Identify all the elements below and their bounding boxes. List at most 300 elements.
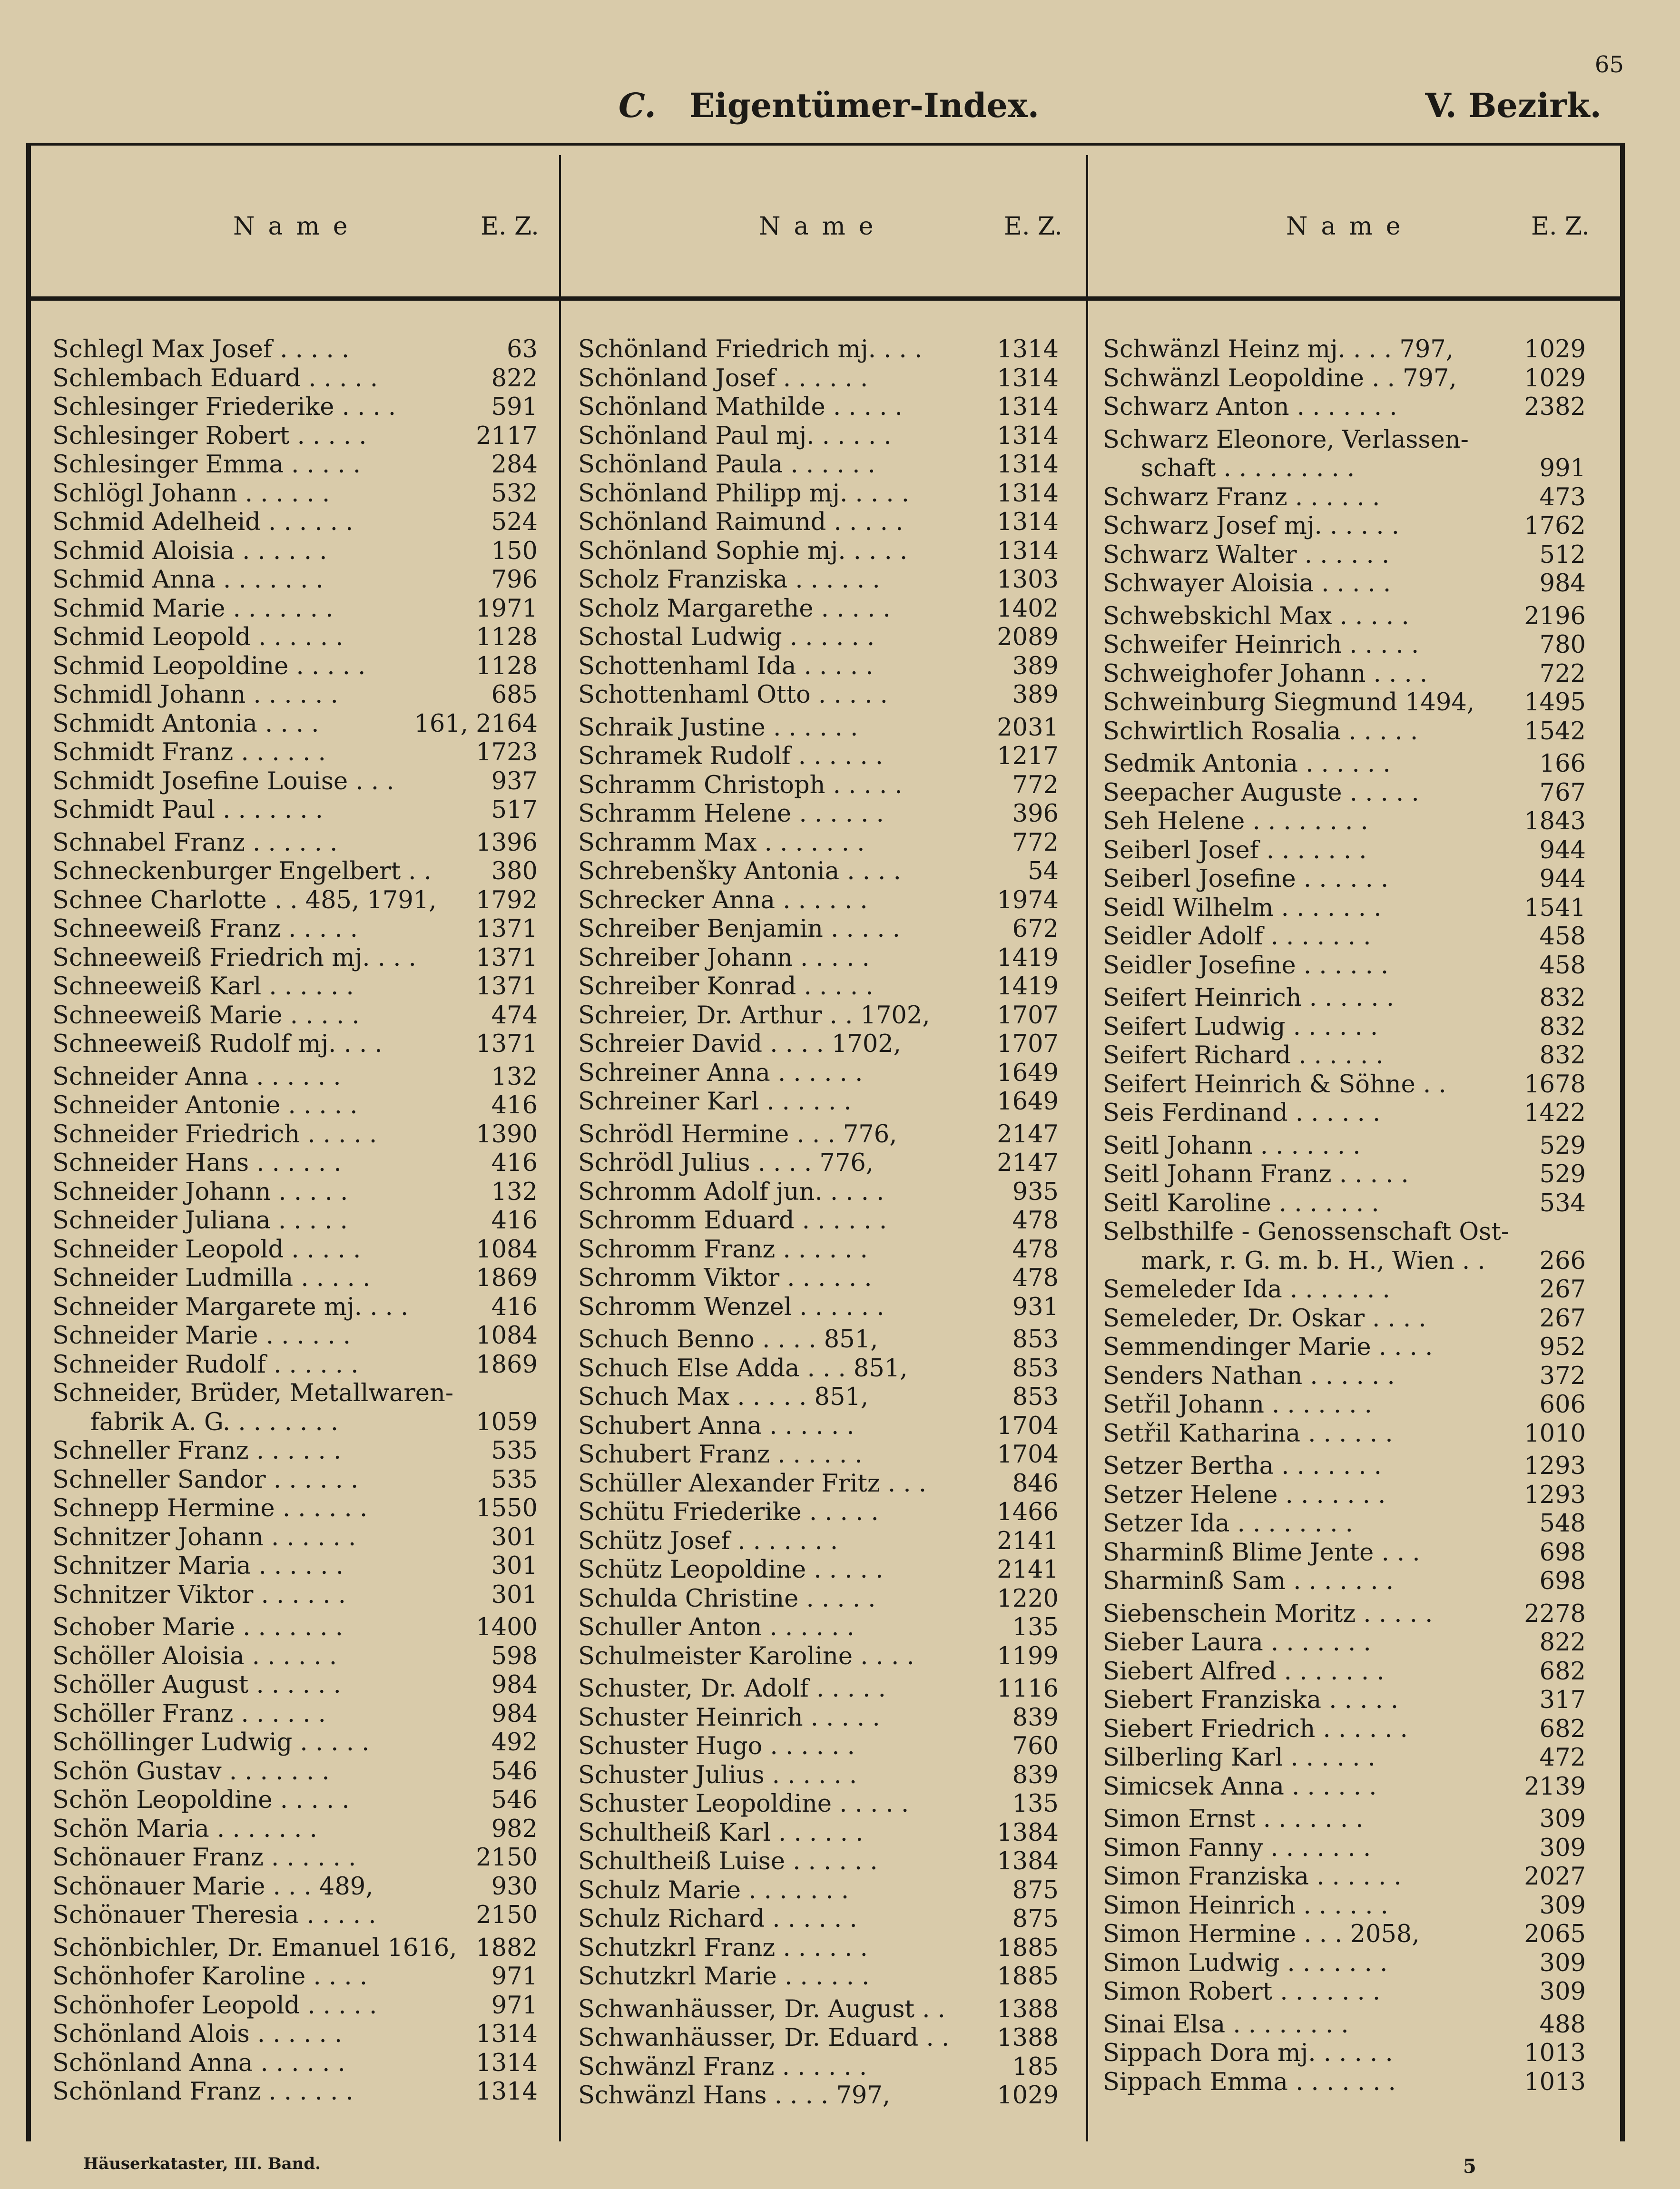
index-entry (52, 1642, 538, 1671)
entry-ez: 416 (491, 1149, 538, 1177)
index-entry (52, 1873, 538, 1902)
entry-ez: 2141 (997, 1556, 1059, 1584)
entry-ez: 301 (491, 1523, 538, 1551)
entry-name: Schmidl Johann . . . . . . (52, 681, 338, 709)
index-entry (1103, 865, 1586, 894)
index-entry (1103, 1160, 1586, 1189)
entry-name: Schönland Raimund . . . . . (578, 508, 904, 536)
index-entry (1103, 836, 1586, 865)
entry-name: Setřil Johann . . . . . . . (1103, 1391, 1372, 1419)
entry-ez: 63 (507, 335, 538, 363)
entry-name: Seis Ferdinand . . . . . . (1103, 1099, 1381, 1127)
index-entry (52, 1757, 538, 1787)
entry-ez: 389 (1012, 681, 1059, 709)
entry-ez: 309 (1539, 1949, 1586, 1977)
entry-name: Schuch Max . . . . . 851, (578, 1383, 869, 1411)
entry-name: Schromm Eduard . . . . . . (578, 1207, 887, 1235)
entry-ez: 822 (491, 364, 538, 393)
index-entry (1103, 1805, 1586, 1834)
entry-ez: 1371 (476, 1030, 538, 1058)
index-entry (52, 710, 538, 739)
entry-ez: 1388 (997, 2024, 1059, 2052)
entry-name: Schneeweiß Karl . . . . . . (52, 972, 354, 1001)
entry-ez: 1217 (997, 742, 1059, 770)
entry-ez: 1843 (1524, 807, 1586, 835)
entry-name: Seh Helene . . . . . . . . (1103, 807, 1368, 835)
entry-ez: 1704 (997, 1412, 1059, 1440)
index-entry (52, 566, 538, 595)
entry-name: Schuster, Dr. Adolf . . . . . (578, 1675, 886, 1703)
index-entry (52, 2020, 538, 2049)
index-entry (1103, 1715, 1586, 1744)
entry-name: Schreiber Johann . . . . . (578, 943, 870, 972)
index-entry (578, 480, 1059, 509)
entry-ez: 971 (491, 1991, 538, 2020)
index-entry (578, 1236, 1059, 1265)
index-entry (52, 2078, 538, 2107)
index-entry (1103, 1099, 1586, 1128)
entry-name: Schulz Marie . . . . . . . (578, 1876, 849, 1904)
entry-ez: 1384 (997, 1847, 1059, 1875)
entry-name: Schön Gustav . . . . . . . (52, 1757, 330, 1786)
index-entry (1103, 779, 1586, 808)
entry-name: Schwarz Anton . . . . . . . (1103, 393, 1397, 421)
index-entry (52, 1700, 538, 1729)
entry-name: Schultheiß Luise . . . . . . (578, 1847, 878, 1875)
entry-ez: 1128 (476, 652, 538, 680)
index-entry (578, 1355, 1059, 1384)
index-entry (578, 1704, 1059, 1733)
entry-ez: 944 (1539, 836, 1586, 864)
entry-ez: 2150 (476, 1901, 538, 1929)
index-entry (52, 451, 538, 480)
index-entry (578, 1790, 1059, 1819)
entry-name: Schostal Ludwig . . . . . . (578, 623, 875, 651)
entry-name: Simon Ernst . . . . . . . (1103, 1805, 1364, 1833)
entry-ez: 832 (1539, 1012, 1586, 1041)
entry-name: Setřil Katharina . . . . . . (1103, 1419, 1393, 1448)
index-entry (52, 1552, 538, 1581)
entry-ez: 416 (491, 1091, 538, 1119)
index-entry (1103, 1834, 1586, 1863)
entry-ez: 875 (1012, 1905, 1059, 1933)
entry-ez: 682 (1539, 1715, 1586, 1743)
index-entry (1103, 1892, 1586, 1921)
index-entry (578, 1642, 1059, 1671)
entry-ez: 1762 (1524, 512, 1586, 540)
index-entry (578, 2024, 1059, 2053)
entry-ez: 1314 (997, 364, 1059, 393)
entry-ez: 1384 (997, 1818, 1059, 1847)
entry-ez: 935 (1012, 1178, 1059, 1206)
index-entry (52, 1149, 538, 1178)
entry-ez: 1314 (997, 451, 1059, 479)
index-entry (1103, 1773, 1586, 1802)
entry-name: Schwänzl Hans . . . . 797, (578, 2081, 891, 2110)
entry-name: Schönland Alois . . . . . . (52, 2020, 343, 2048)
entry-ez: 309 (1539, 1891, 1586, 1920)
index-entry (52, 2049, 538, 2078)
entry-name: Scholz Franziska . . . . . . (578, 566, 880, 594)
header-rule (31, 296, 1620, 301)
entry-name: Silberling Karl . . . . . . (1103, 1744, 1375, 1772)
index-entry (52, 1613, 538, 1642)
entry-name: Siebert Alfred . . . . . . . (1103, 1657, 1385, 1686)
index-entry (578, 1001, 1059, 1031)
entry-name: Schnepp Hermine . . . . . . (52, 1494, 368, 1522)
entry-name: Schönland Franz . . . . . . (52, 2078, 354, 2106)
index-entry (1103, 335, 1586, 364)
index-entry (578, 1905, 1059, 1934)
entry-ez: 458 (1539, 951, 1586, 980)
ez-header: E. Z. (1004, 212, 1062, 241)
index-entry (578, 1995, 1059, 2024)
name-header: Name (1286, 212, 1414, 241)
entry-ez: 2139 (1524, 1772, 1586, 1801)
entry-name: Schneider, Brüder, Metallwaren- (52, 1379, 454, 1407)
entry-name: Seifert Heinrich & Söhne . . (1103, 1070, 1446, 1099)
index-entry (52, 508, 538, 537)
entry-ez: 1029 (1524, 335, 1586, 363)
index-entry (578, 1120, 1059, 1149)
index-entry (1103, 1920, 1586, 1949)
entry-name: Schromm Adolf jun. . . . . (578, 1178, 884, 1206)
entry-ez: 150 (491, 537, 538, 565)
entry-ez: 535 (491, 1465, 538, 1494)
entry-ez: 1882 (476, 1934, 538, 1962)
entry-name: Schutzkrl Marie . . . . . . (578, 1963, 870, 1991)
entry-name: Schlegl Max Josef . . . . . (52, 335, 350, 363)
entry-name: Schneider Ludmilla . . . . . (52, 1264, 371, 1292)
index-entry (1103, 1420, 1586, 1449)
entry-name: Schottenhaml Ida . . . . . (578, 652, 874, 680)
index-entry (52, 915, 538, 944)
entry-ez: 1371 (476, 943, 538, 972)
index-entry (1103, 1189, 1586, 1218)
footer-volume: Häuserkataster, III. Band. (83, 2154, 321, 2173)
entry-ez: 309 (1539, 1805, 1586, 1833)
entry-ez: 1419 (997, 943, 1059, 972)
index-entry (52, 364, 538, 393)
entry-name: Schrödl Julius . . . . 776, (578, 1149, 874, 1177)
entry-name: Seifert Richard . . . . . . (1103, 1041, 1384, 1070)
entry-ez: 698 (1539, 1538, 1586, 1567)
entry-ez: 984 (491, 1699, 538, 1728)
entry-ez: 760 (1012, 1732, 1059, 1760)
index-entry (578, 972, 1059, 1001)
entry-ez: 1084 (476, 1322, 538, 1350)
entry-ez: 937 (491, 767, 538, 795)
index-title: Eigentümer-Index. (689, 86, 1040, 125)
index-entry (1103, 923, 1586, 952)
entry-name: Schön Maria . . . . . . . (52, 1815, 317, 1843)
entry-name: Schwebskichl Max . . . . . (1103, 602, 1409, 630)
entry-name: Schmid Leopoldine . . . . . (52, 652, 366, 680)
entry-name: Setzer Bertha . . . . . . . (1103, 1452, 1382, 1480)
index-entry (578, 944, 1059, 973)
entry-name: Schnitzer Johann . . . . . . (52, 1523, 356, 1551)
entry-name: Schneider Rudolf . . . . . . (52, 1350, 359, 1379)
entry-ez: 309 (1539, 1978, 1586, 2006)
entry-name: Seepacher Auguste . . . . . (1103, 778, 1419, 807)
index-entry (578, 886, 1059, 915)
ez-header: E. Z. (1531, 212, 1590, 241)
entry-ez: 1649 (997, 1059, 1059, 1087)
entry-ez: 1314 (476, 2049, 538, 2077)
entry-name: Schneider Anna . . . . . . (52, 1062, 341, 1091)
entry-ez: 301 (491, 1552, 538, 1580)
entry-ez: 1314 (997, 508, 1059, 536)
entry-ez: 1084 (476, 1235, 538, 1264)
entry-ez: 832 (1539, 1041, 1586, 1070)
entry-name: Setzer Ida . . . . . . . . (1103, 1510, 1353, 1538)
index-entry (1103, 1567, 1586, 1596)
index-entry (52, 480, 538, 509)
index-entry (578, 1876, 1059, 1905)
entry-ez: 473 (1539, 483, 1586, 511)
entry-name: Schneller Franz . . . . . . (52, 1437, 342, 1465)
entry-name: Schönland Sophie mj. . . . . (578, 537, 908, 565)
entry-ez: 1541 (1524, 893, 1586, 922)
entry-name: Schulda Christine . . . . . (578, 1584, 876, 1613)
index-entry (578, 1059, 1059, 1088)
index-entry (578, 1441, 1059, 1470)
entry-name: Siebenschein Moritz . . . . . (1103, 1600, 1433, 1628)
entry-name: Seitl Karoline . . . . . . . (1103, 1189, 1379, 1217)
entry-ez: 529 (1539, 1131, 1586, 1160)
entry-name: Schweighofer Johann . . . . (1103, 659, 1428, 688)
entry-name: Schrödl Hermine . . . 776, (578, 1120, 897, 1148)
index-entry (52, 393, 538, 422)
index-entry (52, 681, 538, 710)
index-entry (52, 1437, 538, 1466)
entry-ez: 517 (491, 796, 538, 824)
entry-ez: 1402 (997, 594, 1059, 623)
index-entry (578, 451, 1059, 480)
index-entry (578, 422, 1059, 451)
entry-name: Schönland Philipp mj. . . . . (578, 479, 909, 508)
column-divider-2 (1086, 155, 1088, 2141)
entry-name: Schütz Leopoldine . . . . . (578, 1556, 884, 1584)
entry-ez: 166 (1539, 750, 1586, 778)
index-entry (1103, 393, 1586, 422)
index-entry (1103, 750, 1586, 779)
index-entry (578, 364, 1059, 393)
index-entry (1103, 1629, 1586, 1658)
entry-ez: 546 (491, 1757, 538, 1786)
index-entry (52, 1236, 538, 1265)
entry-name: Schwanhäusser, Dr. Eduard . . (578, 2024, 950, 2052)
index-entry (52, 1786, 538, 1815)
entry-name: Schneider Margarete mj. . . . (52, 1293, 409, 1321)
entry-ez: 301 (491, 1580, 538, 1609)
entry-name: Schmid Leopold . . . . . . (52, 623, 344, 651)
index-entry (1103, 1978, 1586, 2007)
entry-name: Simon Hermine . . . 2058, (1103, 1920, 1420, 1948)
page-title (619, 86, 1039, 125)
entry-name: Siebert Franziska . . . . . (1103, 1686, 1399, 1714)
entry-ez: 598 (491, 1642, 538, 1670)
entry-name: Schlesinger Emma . . . . . (52, 451, 361, 479)
entry-ez: 1466 (997, 1498, 1059, 1526)
column-divider-1 (559, 155, 561, 2141)
entry-ez: 380 (491, 857, 538, 885)
entry-ez: 1314 (997, 479, 1059, 508)
entry-name: Schreiner Karl . . . . . . (578, 1088, 852, 1116)
entry-ez: 606 (1539, 1391, 1586, 1419)
entry-ez: 2196 (1524, 602, 1586, 630)
district-label: V. Bezirk. (1425, 86, 1601, 125)
entry-name: Schreiner Anna . . . . . . (578, 1059, 863, 1087)
index-entry (1103, 1041, 1586, 1070)
entry-name: Schmid Adelheid . . . . . . (52, 508, 354, 536)
index-entry (1103, 364, 1586, 393)
entry-name: Schuster Heinrich . . . . . (578, 1703, 880, 1732)
entry-name: Schneider Hans . . . . . . (52, 1149, 342, 1177)
entry-ez: 458 (1539, 923, 1586, 951)
entry-name: Seiberl Josef . . . . . . . (1103, 836, 1367, 864)
entry-name: Schramm Helene . . . . . . (578, 800, 884, 828)
entry-ez: 1704 (997, 1441, 1059, 1469)
entry-ez: 846 (1012, 1469, 1059, 1498)
entry-name: Schneider Antonie . . . . . (52, 1091, 358, 1119)
entry-ez: 853 (1012, 1354, 1059, 1383)
entry-ez: 944 (1539, 865, 1586, 893)
entry-ez: 478 (1012, 1207, 1059, 1235)
entry-ez: 2031 (997, 713, 1059, 742)
index-entry (52, 1728, 538, 1757)
entry-name: Schrecker Anna . . . . . . (578, 886, 868, 914)
entry-ez: 529 (1539, 1160, 1586, 1188)
entry-name: Simon Franziska . . . . . . (1103, 1863, 1402, 1891)
entry-ez: 396 (1012, 800, 1059, 828)
entry-ez: 672 (1012, 915, 1059, 943)
entry-name: Schönbichler, Dr. Emanuel 1616, (52, 1934, 457, 1962)
entry-ez: 1013 (1524, 2039, 1586, 2067)
entry-name: Simicsek Anna . . . . . . (1103, 1772, 1377, 1801)
entry-ez: 991 (1539, 454, 1586, 482)
entry-name: Schweifer Heinrich . . . . . (1103, 631, 1419, 659)
entry-name: Schramm Max . . . . . . . (578, 828, 865, 857)
index-entry (578, 681, 1059, 710)
index-entry (1103, 541, 1586, 570)
index-entry (1103, 1949, 1586, 1978)
entry-ez: 722 (1539, 659, 1586, 688)
entry-name: Schöller Aloisia . . . . . . (52, 1642, 337, 1670)
entry-name: Schüller Alexander Fritz . . . (578, 1469, 927, 1498)
entry-ez: 132 (491, 1062, 538, 1091)
entry-name: Schwayer Aloisia . . . . . (1103, 569, 1391, 598)
index-entry (578, 1963, 1059, 1992)
entry-ez: 1400 (476, 1613, 538, 1641)
entry-name: Schuller Anton . . . . . . (578, 1613, 855, 1641)
entry-name: Schwänzl Leopoldine . . 797, (1103, 364, 1457, 393)
entry-name: Schromm Viktor . . . . . . (578, 1264, 872, 1292)
entry-name: Schönland Friedrich mj. . . . (578, 335, 923, 363)
entry-name: Schönauer Theresia . . . . . (52, 1901, 376, 1929)
entry-ez: 1792 (476, 886, 538, 914)
entry-name: Sedmik Antonia . . . . . . (1103, 750, 1391, 778)
entry-name: Sippach Emma . . . . . . . (1103, 2068, 1396, 2096)
index-entry (52, 1671, 538, 1700)
entry-ez: 478 (1012, 1235, 1059, 1264)
index-entry (578, 857, 1059, 886)
index-entry (52, 1992, 538, 2021)
section-letter: C. (619, 86, 656, 125)
index-entry (1103, 1539, 1586, 1568)
index-entry (52, 1207, 538, 1236)
entry-ez: 267 (1539, 1276, 1586, 1304)
index-entry (1103, 1686, 1586, 1715)
index-entry (578, 771, 1059, 800)
entry-name: Schwänzl Franz . . . . . . (578, 2052, 867, 2081)
entry-ez: 839 (1012, 1703, 1059, 1732)
entry-name: Schmidt Paul . . . . . . . (52, 796, 323, 824)
index-entry (52, 537, 538, 566)
index-entry (578, 1498, 1059, 1527)
entry-name: Schmid Aloisia . . . . . . (52, 537, 327, 565)
entry-name-continued: mark, r. G. m. b. H., Wien . . (1141, 1247, 1485, 1275)
entry-name: Sharminß Blime Jente . . . (1103, 1538, 1420, 1567)
index-entry (1103, 602, 1586, 631)
entry-ez: 2117 (476, 422, 538, 450)
index-entry (578, 623, 1059, 652)
entry-name: Schuch Else Adda . . . 851, (578, 1354, 908, 1383)
index-entry (578, 714, 1059, 743)
entry-ez: 1396 (476, 828, 538, 857)
index-entry (1103, 688, 1586, 717)
entry-ez: 1550 (476, 1494, 538, 1522)
entry-name: Schnee Charlotte . . 485, 1791, (52, 886, 437, 914)
entry-name: Seidler Adolf . . . . . . . (1103, 923, 1371, 951)
entry-ez: 1974 (997, 886, 1059, 914)
entry-name: Schneeweiß Franz . . . . . (52, 915, 358, 943)
entry-ez: 984 (491, 1671, 538, 1699)
entry-ez: 284 (491, 451, 538, 479)
index-column-1 (52, 335, 538, 2107)
entry-name: Schneeweiß Friedrich mj. . . . (52, 943, 416, 972)
index-entry (52, 1293, 538, 1322)
entry-name: Sieber Laura . . . . . . . (1103, 1629, 1371, 1657)
entry-name: Schlesinger Friederike . . . . (52, 393, 396, 421)
index-entry (578, 2053, 1059, 2082)
entry-name: Schnabel Franz . . . . . . (52, 828, 338, 857)
index-entry (52, 1815, 538, 1844)
index-entry (52, 335, 538, 364)
entry-ez: 1390 (476, 1120, 538, 1148)
index-entry (52, 972, 538, 1001)
footer-signature: 5 (1463, 2155, 1476, 2178)
entry-name: Schutzkrl Franz . . . . . . (578, 1934, 868, 1962)
entry-name: Schönland Paula . . . . . . (578, 451, 875, 479)
entry-name: Schuch Benno . . . . 851, (578, 1325, 878, 1354)
entry-ez: 512 (1539, 540, 1586, 569)
entry-name: Schönland Paul mj. . . . . . (578, 422, 892, 450)
entry-name: Schneider Johann . . . . . (52, 1178, 348, 1206)
entry-name: Schnitzer Maria . . . . . . (52, 1552, 344, 1580)
entry-ez: 1542 (1524, 717, 1586, 746)
index-entry (1103, 660, 1586, 689)
entry-name: Schmidt Josefine Louise . . . (52, 767, 394, 795)
index-entry (52, 886, 538, 915)
index-entry (1103, 1600, 1586, 1629)
entry-ez: 1029 (1524, 364, 1586, 393)
entry-ez: 1314 (997, 393, 1059, 421)
entry-name: Schlesinger Robert . . . . . (52, 422, 367, 450)
entry-ez: 1649 (997, 1088, 1059, 1116)
index-entry (1103, 1452, 1586, 1481)
entry-ez: 767 (1539, 778, 1586, 807)
